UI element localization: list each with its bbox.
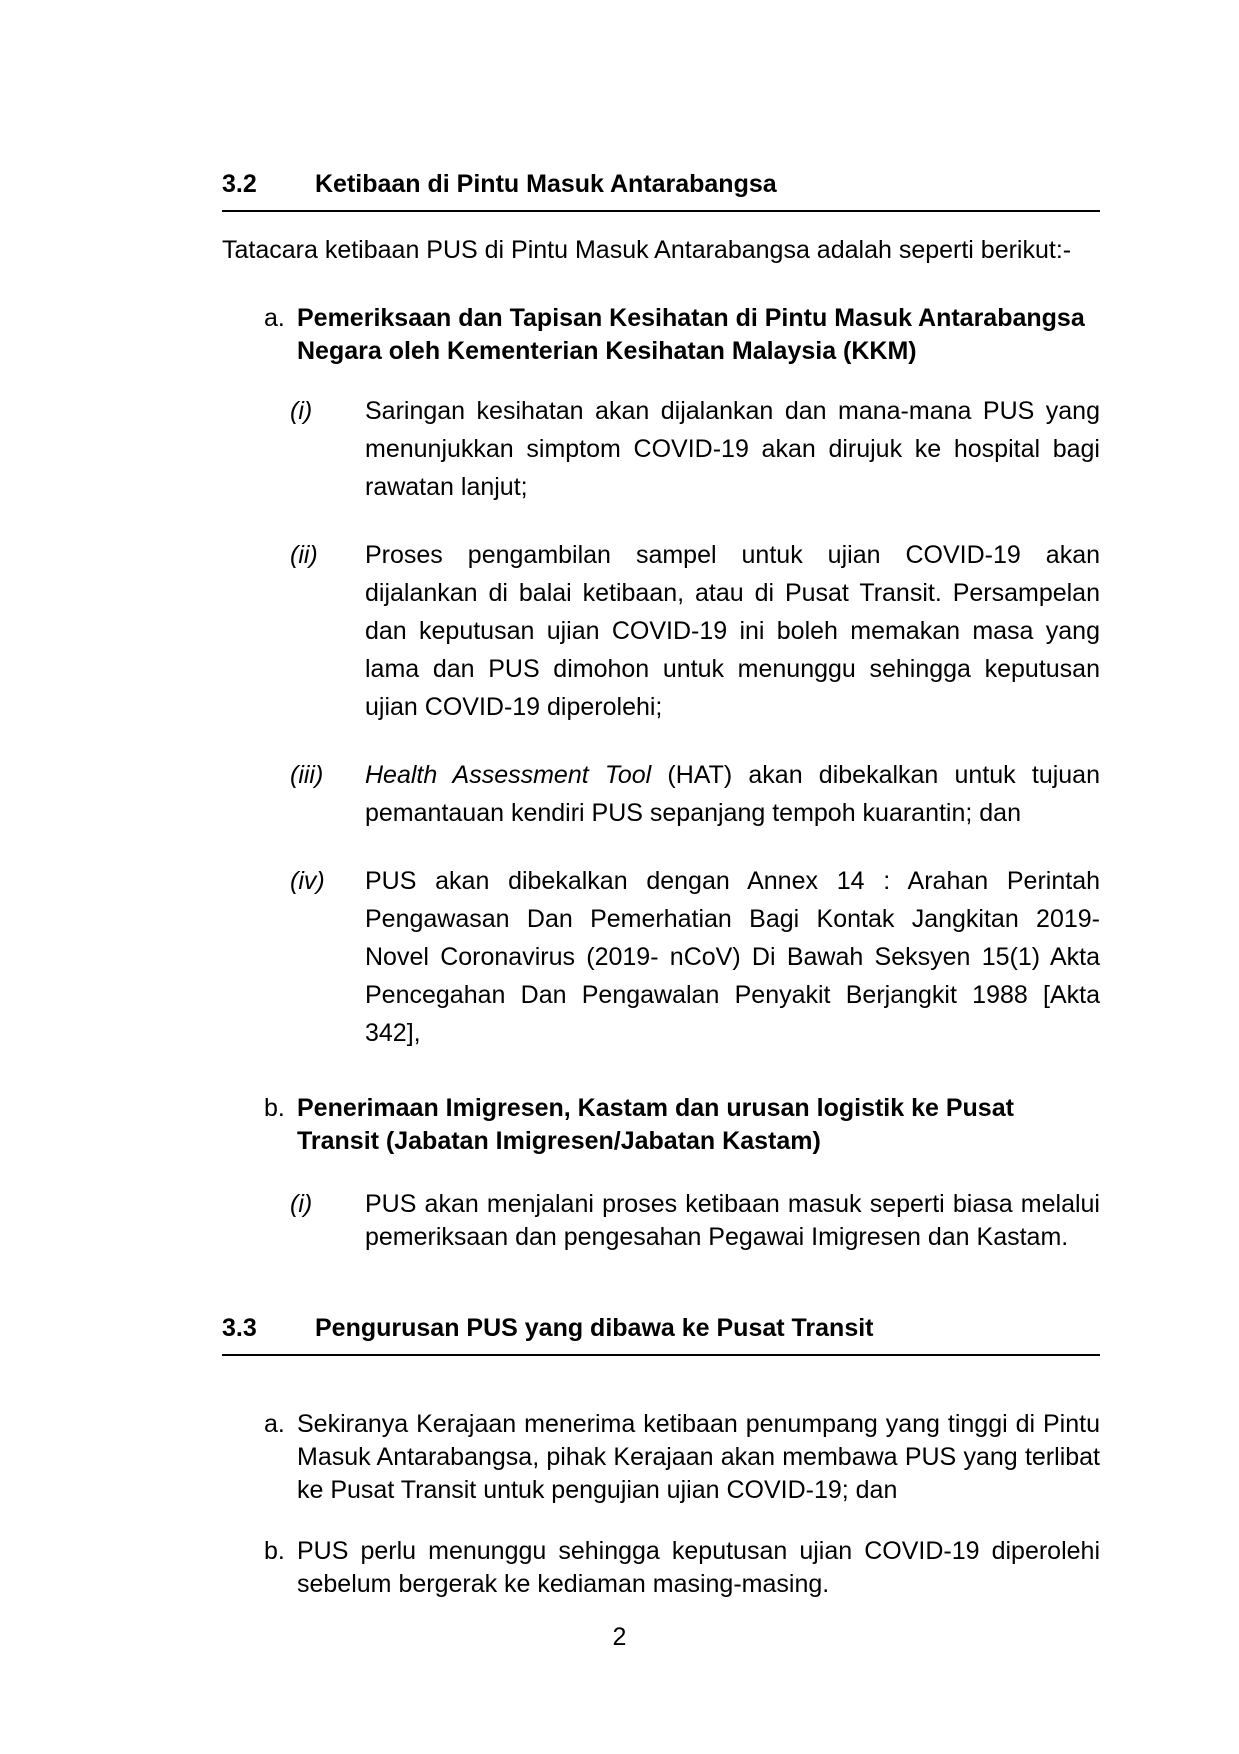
page-number: 2 xyxy=(612,1623,627,1651)
sub-item-marker: (ii) xyxy=(290,541,318,569)
list-marker-a: a. xyxy=(264,304,285,332)
sub-item-text: Saringan kesihatan akan dijalankan dan mana-mana PUS yang menunjukkan simptom COVID-19 akan dirujuk ke hospital bagi rawatan lanjut; xyxy=(365,397,1100,501)
list-item-text: Sekiranya Kerajaan menerima ketibaan penumpang yang tinggi di Pintu Masuk Antarabangsa, pihak Kerajaan akan membawa PUS yang terlibat ke Pusat Transit untuk pengujian ujian COVID-19; dan xyxy=(297,1410,1100,1504)
sub-item-ii xyxy=(222,536,1100,726)
sub-item-marker: (i) xyxy=(290,397,313,425)
list-item-a xyxy=(222,1408,1100,1507)
list-heading-a: Pemeriksaan dan Tapisan Kesihatan di Pintu Masuk Antarabangsa Negara oleh Kementerian Kesihatan Malaysia (KKM) xyxy=(297,304,1085,365)
sub-item-text-rest: (HAT) akan dibekalkan untuk tujuan pemantauan kendiri PUS sepanjang tempoh kuarantin; dan xyxy=(365,761,1100,827)
section-title: Ketibaan di Pintu Masuk Antarabangsa xyxy=(315,170,777,198)
list-marker-a: a. xyxy=(264,1410,285,1438)
sub-item-marker: (i) xyxy=(290,1190,313,1218)
sub-item-text xyxy=(365,756,1100,832)
sub-item-iv xyxy=(222,862,1100,1052)
sub-item-text: PUS akan dibekalkan dengan Annex 14 : Arahan Perintah Pengawasan Dan Pemerhatian Bagi Kontak Jangkitan 2019- Novel Coronavirus (2019- nCoV) Di Bawah Seksyen 15(1) Akta Pencegahan Dan Pengawalan Penyakit Berjangkit 1988 [Akta 342], xyxy=(365,867,1100,1047)
intro-paragraph: Tatacara ketibaan PUS di Pintu Masuk Antarabangsa adalah seperti berikut:- xyxy=(222,236,1072,264)
section-3-3-header xyxy=(222,1312,1100,1356)
section-number: 3.2 xyxy=(222,170,257,198)
sub-list-b xyxy=(222,1188,1100,1254)
sub-item-text: Proses pengambilan sampel untuk ujian COVID-19 akan dijalankan di balai ketibaan, atau di Pusat Transit. Persampelan dan keputusan ujian COVID-19 ini boleh memakan masa yang lama dan PUS dimohon untuk menunggu sehingga keputusan ujian COVID-19 diperolehi; xyxy=(365,541,1100,721)
sub-item-i xyxy=(222,392,1100,506)
sub-item-text: PUS akan menjalani proses ketibaan masuk seperti biasa melalui pemeriksaan dan pengesahan Pegawai Imigresen dan Kastam. xyxy=(365,1190,1100,1251)
list-marker-b: b. xyxy=(264,1094,285,1122)
section-number: 3.3 xyxy=(222,1314,257,1342)
sub-item-i xyxy=(222,1188,1100,1254)
section-3-2-header xyxy=(222,168,1100,212)
section-title: Pengurusan PUS yang dibawa ke Pusat Transit xyxy=(315,1314,874,1342)
italic-term: Health Assessment Tool xyxy=(365,761,652,789)
list-marker-b: b. xyxy=(264,1537,285,1565)
section-3-3-list xyxy=(222,1408,1100,1601)
list-item-b xyxy=(222,1092,1100,1158)
sub-list-a xyxy=(222,392,1100,1052)
sub-item-iii xyxy=(222,756,1100,832)
list-item-text: PUS perlu menunggu sehingga keputusan ujian COVID-19 diperolehi sebelum bergerak ke kediaman masing-masing. xyxy=(297,1537,1100,1598)
list-item-a xyxy=(222,302,1100,368)
sub-item-marker: (iii) xyxy=(290,761,324,789)
sub-item-marker: (iv) xyxy=(290,867,325,895)
list-item-b xyxy=(222,1535,1100,1601)
list-heading-b: Penerimaan Imigresen, Kastam dan urusan logistik ke Pusat Transit (Jabatan Imigresen/Jabatan Kastam) xyxy=(297,1094,1014,1155)
